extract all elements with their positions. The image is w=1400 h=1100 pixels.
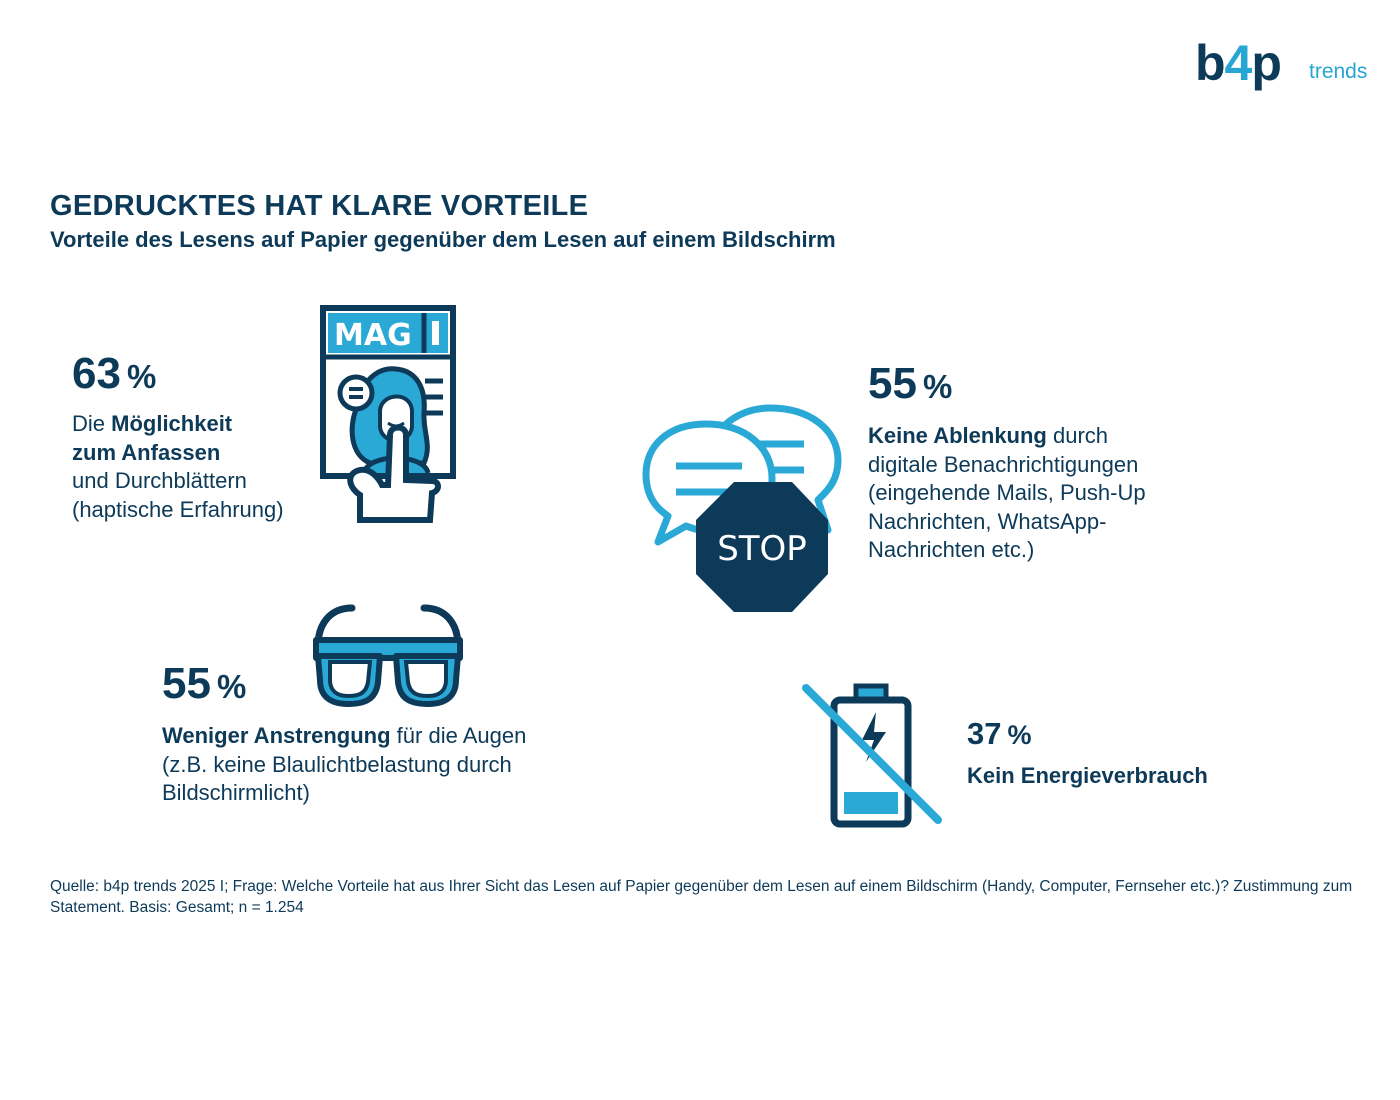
description-text: (eingehende Mails, Push-Up [868, 480, 1146, 505]
description-text: Die [72, 411, 112, 436]
page-subtitle: Vorteile des Lesens auf Papier gegenüber dem Lesen auf einem Bildschirm [50, 227, 836, 252]
stat-value-eyes: 55 % [162, 659, 247, 708]
description-text: digitale Benachrichtigungen [868, 451, 1139, 477]
description-line [162, 751, 526, 780]
glasses-icon [308, 600, 468, 710]
stat-description-distraction [868, 422, 1146, 565]
description-line [72, 496, 284, 525]
magazine-title-text: MAG [334, 318, 412, 353]
description-line [868, 479, 1146, 508]
description-line [162, 722, 526, 751]
description-text: durch [1046, 423, 1109, 448]
description-text: (z.B. keine Blaulichtbelastung durch [162, 751, 512, 777]
stat-description-eyes [162, 722, 526, 808]
brand-logo [1195, 35, 1375, 98]
stop-sign-text: STOP [717, 529, 807, 569]
logo-wordmark: b4p [1195, 35, 1281, 91]
description-line [72, 467, 284, 496]
description-line [72, 410, 284, 439]
description-bold-text: Kein Energieverbrauch [967, 763, 1208, 788]
magazine-hand-icon [320, 305, 460, 527]
description-text: Nachrichten etc.) [868, 537, 1035, 562]
stat-value-touch: 63 % [72, 349, 157, 398]
description-text: Bildschirmlicht) [162, 780, 310, 805]
stat-value-energy: 37 % [967, 716, 1032, 751]
description-text: Nachrichten, WhatsApp- [868, 508, 1107, 534]
description-text: für die Augen [390, 723, 527, 748]
stat-description-touch [72, 410, 284, 524]
page-title: GEDRUCKTES HAT KLARE VORTEILE [50, 190, 589, 222]
description-line [868, 536, 1146, 565]
description-line [868, 508, 1146, 537]
stat-description-energy [967, 762, 1208, 791]
description-bold-text: Weniger Anstrengung [162, 723, 391, 748]
description-line [868, 422, 1146, 451]
source-note: Quelle: b4p trends 2025 I; Frage: Welche Vorteile hat aus Ihrer Sicht das Lesen auf Papier gegenüber dem Lesen auf einem Bildschirm (Handy, Computer, Fernseher etc.)? Zustimmung zum Statement. Basis: Gesamt; n = 1.254 [50, 878, 1353, 916]
description-text: (haptische Erfahrung) [72, 496, 284, 522]
description-line [72, 439, 284, 468]
description-bold-text: zum Anfassen [72, 439, 221, 465]
description-bold-text: Möglichkeit [111, 411, 233, 436]
logo-subtitle: trends [1309, 60, 1368, 83]
description-text: und Durchblättern [72, 468, 247, 493]
chat-stop-icon [640, 360, 840, 620]
stat-value-distraction: 55 % [868, 359, 953, 408]
description-bold-text: Keine Ablenkung [868, 423, 1047, 448]
description-line [967, 762, 1208, 791]
battery-crossed-icon [800, 682, 945, 830]
description-line [162, 779, 526, 808]
description-line [868, 451, 1146, 480]
